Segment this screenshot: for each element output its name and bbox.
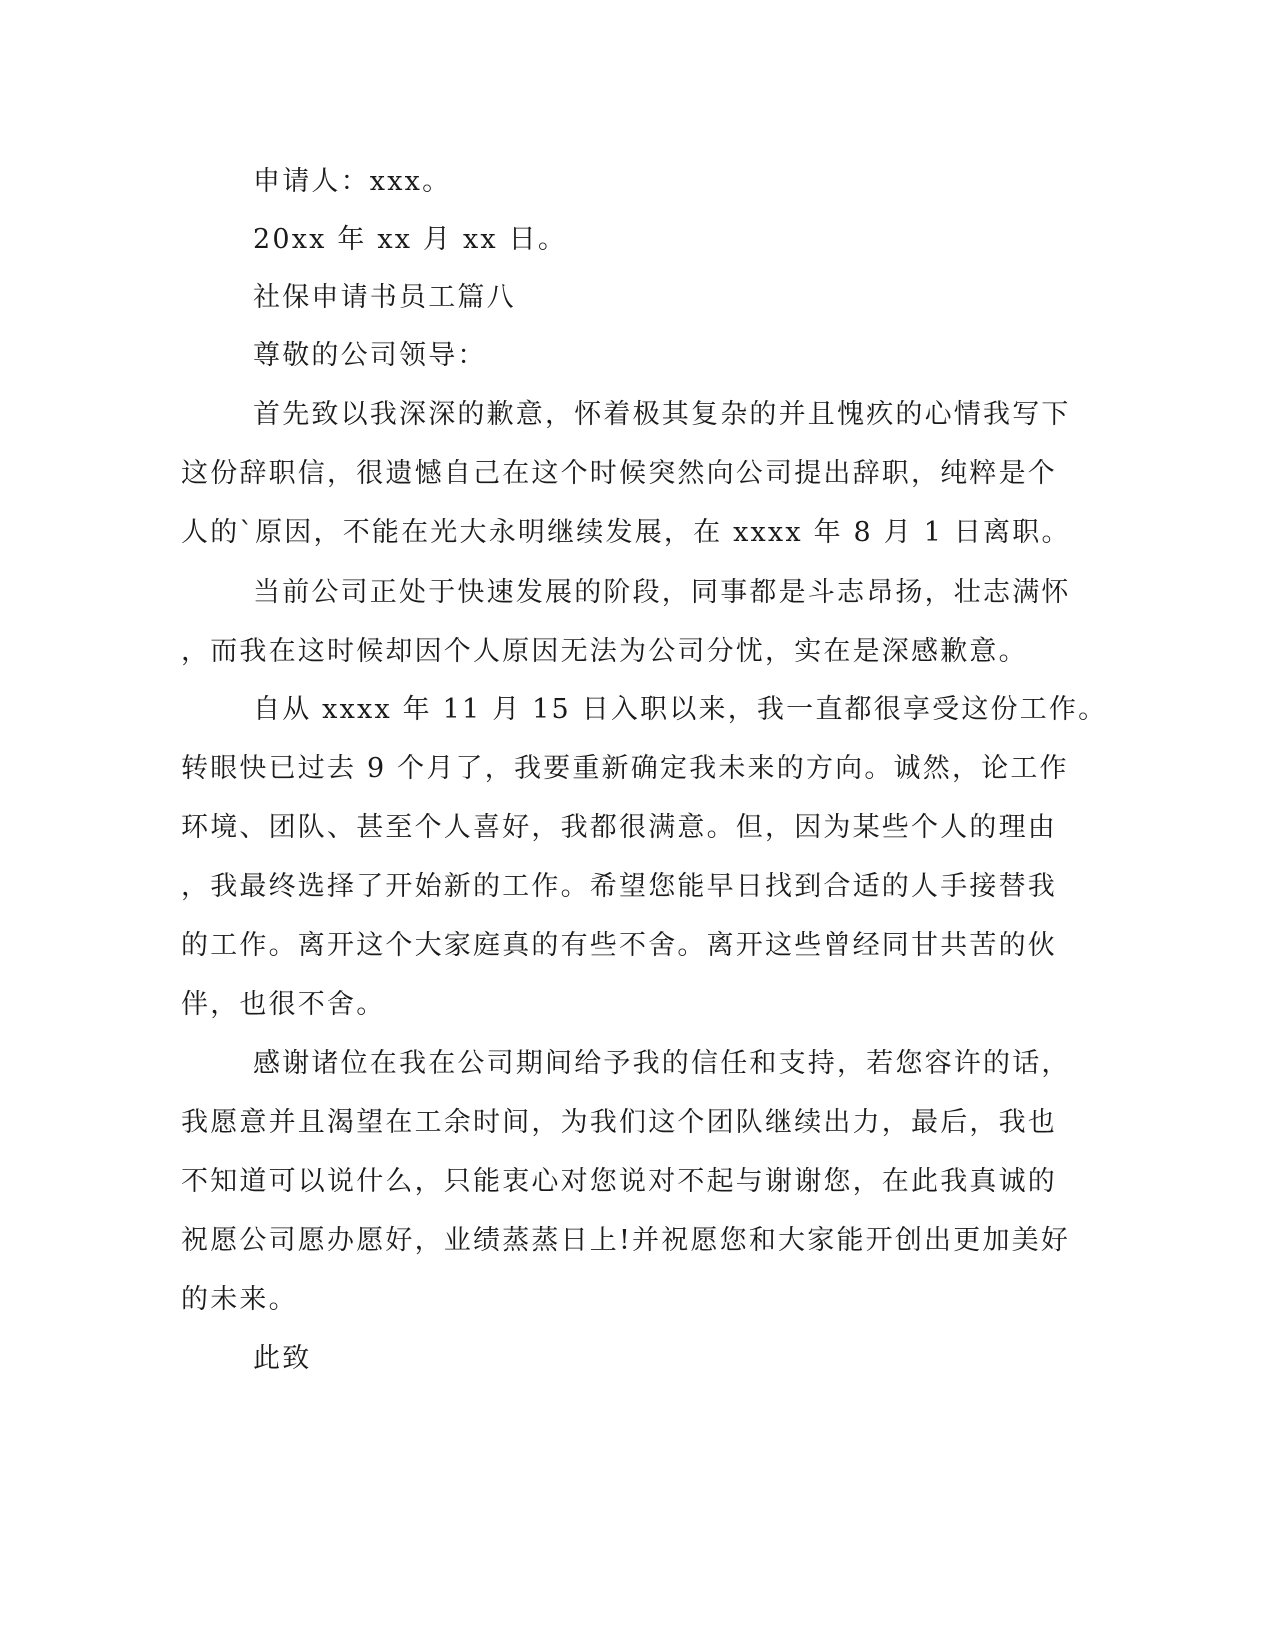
paragraph-line: 不知道可以说什么，只能衷心对您说对不起与谢谢您，在此我真诚的 [181,1166,1057,1197]
paragraph-line: 祝愿公司愿办愿好，业绩蒸蒸日上!并祝愿您和大家能开创出更加美好 [181,1225,1071,1256]
paragraph-line: 首先致以我深深的歉意，怀着极其复杂的并且愧疚的心情我写下 [253,399,1071,430]
paragraph-line: 当前公司正处于快速发展的阶段，同事都是斗志昂扬，壮志满怀 [253,577,1071,608]
paragraph-line: 转眼快已过去 9 个月了，我要重新确定我未来的方向。诚然，论工作 [181,753,1069,784]
paragraph-line: 的工作。离开这个大家庭真的有些不舍。离开这些曾经同甘共苦的伙 [181,930,1057,961]
paragraph-line: 我愿意并且渴望在工余时间，为我们这个团队继续出力，最后，我也 [181,1107,1057,1138]
paragraph-line: 的未来。 [181,1284,298,1315]
date-line: 20xx 年 xx 月 xx 日。 [253,224,568,255]
paragraph-line: ，我最终选择了开始新的工作。希望您能早日找到合适的人手接替我 [181,871,1057,902]
section-title: 社保申请书员工篇八 [253,282,516,313]
paragraph-line: 感谢诸位在我在公司期间给予我的信任和支持，若您容许的话， [253,1048,1071,1079]
paragraph-line: 这份辞职信，很遗憾自己在这个时候突然向公司提出辞职，纯粹是个 [181,458,1057,489]
applicant-line: 申请人：xxx。 [253,166,452,197]
paragraph-line: ，而我在这时候却因个人原因无法为公司分忧，实在是深感歉意。 [181,636,1028,667]
paragraph-line: 人的`原因，不能在光大永明继续发展，在 xxxx 年 8 月 1 日离职。 [181,517,1071,548]
salutation: 尊敬的公司领导： [253,340,487,371]
paragraph-line: 伴，也很不舍。 [181,989,386,1020]
closing-line: 此致 [253,1343,312,1374]
paragraph-line: 自从 xxxx 年 11 月 15 日入职以来，我一直都很享受这份工作。 [253,694,1108,725]
paragraph-line: 环境、团队、甚至个人喜好，我都很满意。但，因为某些个人的理由 [181,812,1057,843]
